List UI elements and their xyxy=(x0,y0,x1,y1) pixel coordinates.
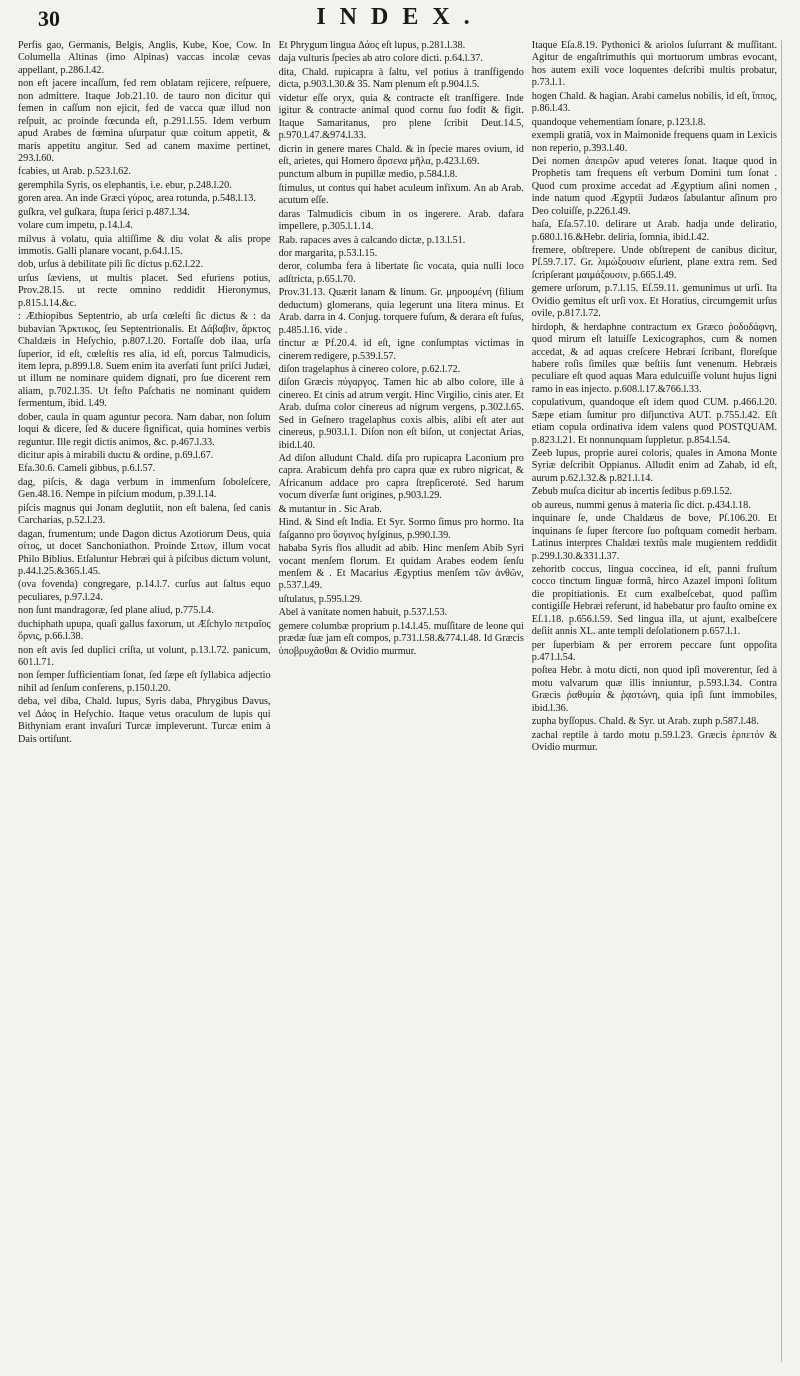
index-entry: ſtimulus, ut contus qui habet aculeum infixum. An ab Arab. acutum eſſe. xyxy=(278,182,524,207)
index-entry: fcabies, ut Arab. p.523.l.62. xyxy=(18,166,131,178)
index-entry: goren area. An inde Græci γύρος, area rotunda, p.548.l.13. xyxy=(18,193,256,205)
index-entry: copulativum, quandoque eſt idem quod CUM. p.466.l.20. Sæpe etiam ſumitur pro diſjunctiva AUT. p.755.l.42. Eſt etiam copula ordinativa idem valens quod POSTQUAM. p.823.l.21. Et nonnunquam ſuppletur. p.854.l.54. xyxy=(531,397,778,446)
index-entry: Dei nomen ἀπειρῶν apud veteres ſonat. Itaque quod in Prophetis tam frequens eſt verbum Domini tum ſonat . Quod cum proxime accedat ad Ægyptium aſini nomen , inde natum quod Ægyptii Judæos ſabulantur aſinum pro Deo coluiſſe, p.226.l.49. xyxy=(531,155,778,217)
index-entry: Rab. rapaces aves à calcando dictæ, p.13.l.51. xyxy=(278,234,466,246)
page-title: INDEX. xyxy=(316,4,484,30)
index-entry: Ad diſon alludunt Chald. diſa pro rupicapra Laconium pro capra. Arabicum dehfa pro capra quæ ex rubro nigricat, & Africanum addace pro capra ſtrepſiceroté. Sed harum vocum diverſæ ſunt origines, p.903.l.29. xyxy=(278,453,524,502)
index-entry: fremere, obſtrepere. Unde obſtrepent de canibus dicitur, Pſ.59.7.17. Gr. λιμώξουσιν eſurient, plane extra rem. Sed ſcripſerant μαιμάξουσιν, p.665.l.49. xyxy=(531,245,778,281)
page-header xyxy=(18,0,782,40)
index-entry: non ſunt mandragoræ, ſed plane aliud, p.775.l.4. xyxy=(18,605,214,617)
index-entry: volare cum impetu, p.14.l.4. xyxy=(18,220,133,232)
index-entry: guſkra, vel guſkara, ſtupa ſerici p.487.l.34. xyxy=(18,206,190,218)
index-entry: quandoque vehementiam ſonare, p.123.l.8. xyxy=(531,116,706,128)
index-entry: Itaque Eſa.8.19. Pythonici & ariolos ſuſurrant & muſſitant. Agitur de engaſtrimuthis qui mortuorum umbras evocant, hos autem exili voce loquentes deſcribi multis probatur, p.73.l.1. xyxy=(531,40,778,89)
index-entry: hirdoph, & herdaphne contractum ex Græco ῥοδοδάφνη, quod mirum eſt latuiſſe Lexicographos, cum & nomen accedat, & ad aquas creſcere Hebræi ſcribant, floreſque habere roſis ſimiles quæ beſtiis ſunt venenum. Hebræis peculiare eſt quod aquas Mara edulcuiſſe volunt hujus ligni ramo in eas injecto. p.608.l.17.&766.l.33. xyxy=(531,321,778,395)
index-entry: piſcis magnus qui Jonam deglutiit, non eſt balena, ſed canis Carcharias, p.52.l.23. xyxy=(18,502,271,527)
index-entry: Perfis gao, Germanis, Belgis, Anglis, Kube, Koe, Cow. In Columella Altinas (imo Alpinas) vaccas incolæ cevas appellant, p.286.l.42. xyxy=(18,40,271,76)
index-entry: duchiphath upupa, quaſi gallus faxorum, ut Æſchylo πετραῖος ὄρνις, p.66.l.38. xyxy=(18,618,271,643)
index-entry: dag, piſcis, & daga verbum in immenſum ſoboleſcere, Gen.48.16. Nempe in piſcium modum, p.39.l.14. xyxy=(18,476,271,501)
index-entry: deror, columba fera à libertate ſic vocata, quia nulli loco adſtricta, p.65.l.70. xyxy=(278,261,524,285)
index-entry: Hind. & Sind eſt India. Et Syr. Sormo ſimus pro hormo. Ita faſganno pro ὕσγινος hyſginus, p.990.l.39. xyxy=(278,517,524,541)
page-number: 30 xyxy=(38,6,60,31)
index-column-left xyxy=(18,40,271,1362)
index-entry: per ſuperbiam & per errorem peccare ſunt oppoſita p.471.l.54. xyxy=(531,639,778,663)
index-entry: zupha byſſopus. Chald. & Syr. ut Arab. zuph p.587.l.48. xyxy=(531,716,759,728)
index-entry: dor margarita, p.53.l.15. xyxy=(278,248,378,259)
index-entry: Abel à vanitate nomen habuit, p.537.l.53. xyxy=(278,607,448,619)
index-entry: poſtea Hebr. à motu dicti, non quod ipſi moverentur, ſed à motu valvarum quæ illis inniuntur, p.593.l.34. Contra Græcis ῥαθυμία & ῥᾳστώνη, quia ipſi ſunt immobiles, ibid.l.36. xyxy=(531,665,778,714)
index-entry: videtur eſſe oryx, quia & contracte eſt tranſfigere. Inde igitur & contracte animal quod cornu ſuo fodit & figit. Itaque Samaritanus, pro plene ſcribit Deut.14.5, p.970.l.47.&974.l.33. xyxy=(278,92,524,142)
index-entry: daja vulturis ſpecies ab atro colore dicti. p.64.l.37. xyxy=(278,53,483,65)
index-entry: Prov.31.13. Quærit lanam & linum. Gr. μηρυομένη (filium deductum) glomerans, quia legerunt una litera minus. Et Arab. darra in 4. Conjug. torquere fuſum, & derara eſt fuſus, p.485.l.16. vide . xyxy=(278,287,524,336)
index-entry: punctum album in pupillæ medio, p.584.l.8. xyxy=(278,169,458,181)
index-entry: Efa.30.6. Cameli gibbus, p.6.l.57. xyxy=(18,463,156,475)
index-entry: Et Phrygum lingua Δάος eſt lupus, p.281.l.38. xyxy=(278,40,466,51)
index-entry: hababa Syris flos alludit ad abib. Hinc menſem Abib Syri vocant menſem florum. Et quidam Arabes eodem ſenſu menſem & . Et Macarius Ægyptius menſem τῶν ἀνθῶν, p.537.l.49. xyxy=(278,543,524,592)
index-entry: daras Talmudicis cibum in os ingerere. Arab. dafara impellere, p.305.l.1.14. xyxy=(278,208,524,233)
index-entry: gemere urſorum, p.7.l.15. Eſ.59.11. gemunimus ut urſi. Ita Ovidio gemitus eſt urſi vox. Et Horatius, circumgemit urſus ovile, p.817.l.72. xyxy=(531,283,778,320)
index-entry: diſon Græcis πύγαργος. Tamen hic ab albo colore, ille à cinereo. Et cinis ad atrum vergit. Hinc Virgilio, cinis ater. Et Arab. duſma color cinereus ad nigrum vergens, p.302.l.65. Sed in Geſnero tragelaphus coxis albis, alibi eſt ater aut cinereus, p.903.l.1. Diſon non eſt biſon, ut conjectat Arias, ibid.l.40. xyxy=(278,377,524,451)
index-entry: dita, Chald. rupicapra à ſaltu, vel potius à tranſfigendo dicta, p.903.l.30.& 35. Nam plenum eſt p.904.l.5. xyxy=(278,66,524,91)
index-entry: geremphila Syris, os elephantis, i.e. ebur, p.248.l.20. xyxy=(18,179,232,191)
index-columns xyxy=(18,40,782,1362)
index-entry: Zeeb lupus, proprie aurei coloris, quales in Amona Monte Syriæ deſcribit Oppianus. Alludit enim ad Zahab, id eſt, aurum p.62.l.32.& p.821.l.14. xyxy=(531,448,778,484)
index-entry: & mutantur in . Sic Arab. xyxy=(278,503,382,515)
index-entry: non eft jacere incaſſum, fed rem oblatam rejicere, reſpuere, non admittere. Itaque Job.21.10. de tauro non dicitur qui femen in caſſum non ejicit, fed de vacca quæ illud non reſpuit, ac proinde fœcunda eſt, p.291.l.55. Idem verbum apud Arabes de fœmina uſurpatur quæ coitum appetit, & maris appetitu angitur. Sed ad canem maxime pertinet, 293.l.60. xyxy=(18,78,271,164)
index-entry: ob aureus, nummi genus à materia ſic dict. p.434.l.18. xyxy=(531,499,751,511)
index-entry: inquinare ſe, unde Chaldæus de bove, Pſ.106.20. Et inquinans ſe ſuper ſtercore ſuo poſtquam comedit herbam. Latinus interpres Chaldæi textûs male mugientem reddidit p.299.l.30.&331.l.37. xyxy=(531,513,778,562)
index-column-middle xyxy=(279,40,524,1362)
index-column-right xyxy=(532,40,782,1362)
index-entry: : Æthiopibus Septentrio, ab urſa cœleſti ſic dictus & : da bubavian Ἄρκτικος, ſeu Septentrionalis. Et Δάβαβιν, ἄρκτος Chaldæis in Heſychio, p.807.l.20. Fortaſſe dob ilaa, urſa ſuperior, id eſt, cœleſtis res alia, id eſt, porcus Talmudicis, item lepra, p.899.l.8. Suem enim ita averſati ſunt priſci Judæi, ut illum ne nominare quidem dignati, pro ſue dicerent rem aliam, p.702.l.35. Ut feſto Paſchatis ne nominant quidem fermentum, ibid. l.49. xyxy=(18,311,271,410)
index-entry: zehoritb coccus, lingua coccinea, id eſt, panni fruſtum cocco tinctum linguæ formâ, hirco Azazel imponi ſolitum die propitiationis. Et cum exalbeſcebat, quod paſſim contigiſſe Hebræi referunt, id habebatur pro fauſto omine ex Eſ.1.18. p.656.l.59. Sed lingua illa, ut ajunt, exalbeſcere deſiit annis XL. ante templi deſolationem p.657.l.1. xyxy=(531,563,778,638)
index-entry: non ſemper ſufficientiam ſonat, ſed ſæpe eſt ſyllabica adjectio nihil ad ſenſum conferens, p.150.l.20. xyxy=(18,670,271,694)
index-entry: tinctur æ Pf.20.4. id eſt, igne conſumptas victimas in cinerem redigere, p.539.l.57. xyxy=(278,338,524,362)
index-entry: urſus ſæviens, ut multis placet. Sed efuriens potius, Prov.28.15. ut recte omnino reddidit Hieronymus, p.815.l.14.&c. xyxy=(18,272,271,309)
index-entry: uſtulatus, p.595.l.29. xyxy=(278,593,363,605)
index-entry: gemere columbæ proprium p.14.l.45. muſſitare de leone qui prædæ ſuæ jam eſt compos, p.731.l.58.&774.l.48. Id Græcis ὑποβρυχᾶσθαι & Ovidio murmur. xyxy=(278,620,524,657)
index-entry: non eſt avis ſed duplici criſta, ut volunt, p.13.l.72. panicum, 601.l.71. xyxy=(18,644,271,668)
index-entry: dicrin in genere mares Chald. & in ſpecie mares ovium, id eſt, arietes, qui Homero ἄρσενα μῆλα, p.423.l.69. xyxy=(278,143,524,167)
index-entry: Zebub muſca dicitur ab incertis ſedibus p.69.l.52. xyxy=(531,486,733,498)
index-entry: diſon tragelaphus à cinereo colore, p.62.l.72. xyxy=(278,363,461,375)
index-entry: dicitur apis à mirabili ductu & ordine, p.69.l.67. xyxy=(18,450,214,461)
index-entry: dagan, frumentum; unde Dagon dictus Azotiorum Deus, quia σίτος, ut docet Sanchoniathon. Proinde Σιτων, illum vocat Philo Biblius. Etſaluntur Hebræi qui à piſcibus dictum volunt, p.44.l.25.&365.l.45. xyxy=(18,528,271,577)
index-entry: (ova fovenda) congregare, p.14.l.7. curſus aut ſaltus equo peculiares, p.97.l.24. xyxy=(18,579,271,603)
index-entry: haſa, Eſa.57.10. delirare ut Arab. hadja unde deliratio, p.680.l.16.&Hebr. deliria, ſomnia, ibid.l.42. xyxy=(531,219,778,243)
index-entry: deba, vel diba, Chald. lupus, Syris daba, Phrygibus Davus, vel Δάος in Heſychio. Itaque vetus oraculum de lupis qui Bithyniam erant invaſuri Turcæ impleverunt. Turcæ enim à Dais ortiſunt. xyxy=(18,696,271,745)
index-entry: zachal reptile à tardo motu p.59.l.23. Græcis ἑρπετόν & Ovidio murmur. xyxy=(531,729,778,754)
index-entry: exempli gratiâ, vox in Maimonide frequens quam in Lexicis non reperio, p.393.l.40. xyxy=(531,130,778,154)
index-entry: milvus à volatu, quia altiſſime & diu volat & alis prope immotis. Galli planare vocant, p.64.l.15. xyxy=(18,233,271,257)
index-entry: dober, caula in quam aguntur pecora. Nam dabar, non ſolum loqui & dicere, ſed & ducere ſignificat, quia homines verbis reguntur. Ille regit dictis animos, &c. p.467.l.33. xyxy=(18,411,271,448)
index-entry: dob, urſus à debilitate pili ſic dictus p.62.l.22. xyxy=(18,259,204,271)
index-entry: hogen Chald. & hagian. Arabi camelus nobilis, id eſt, ἵππος, p.86.l.43. xyxy=(531,90,778,115)
